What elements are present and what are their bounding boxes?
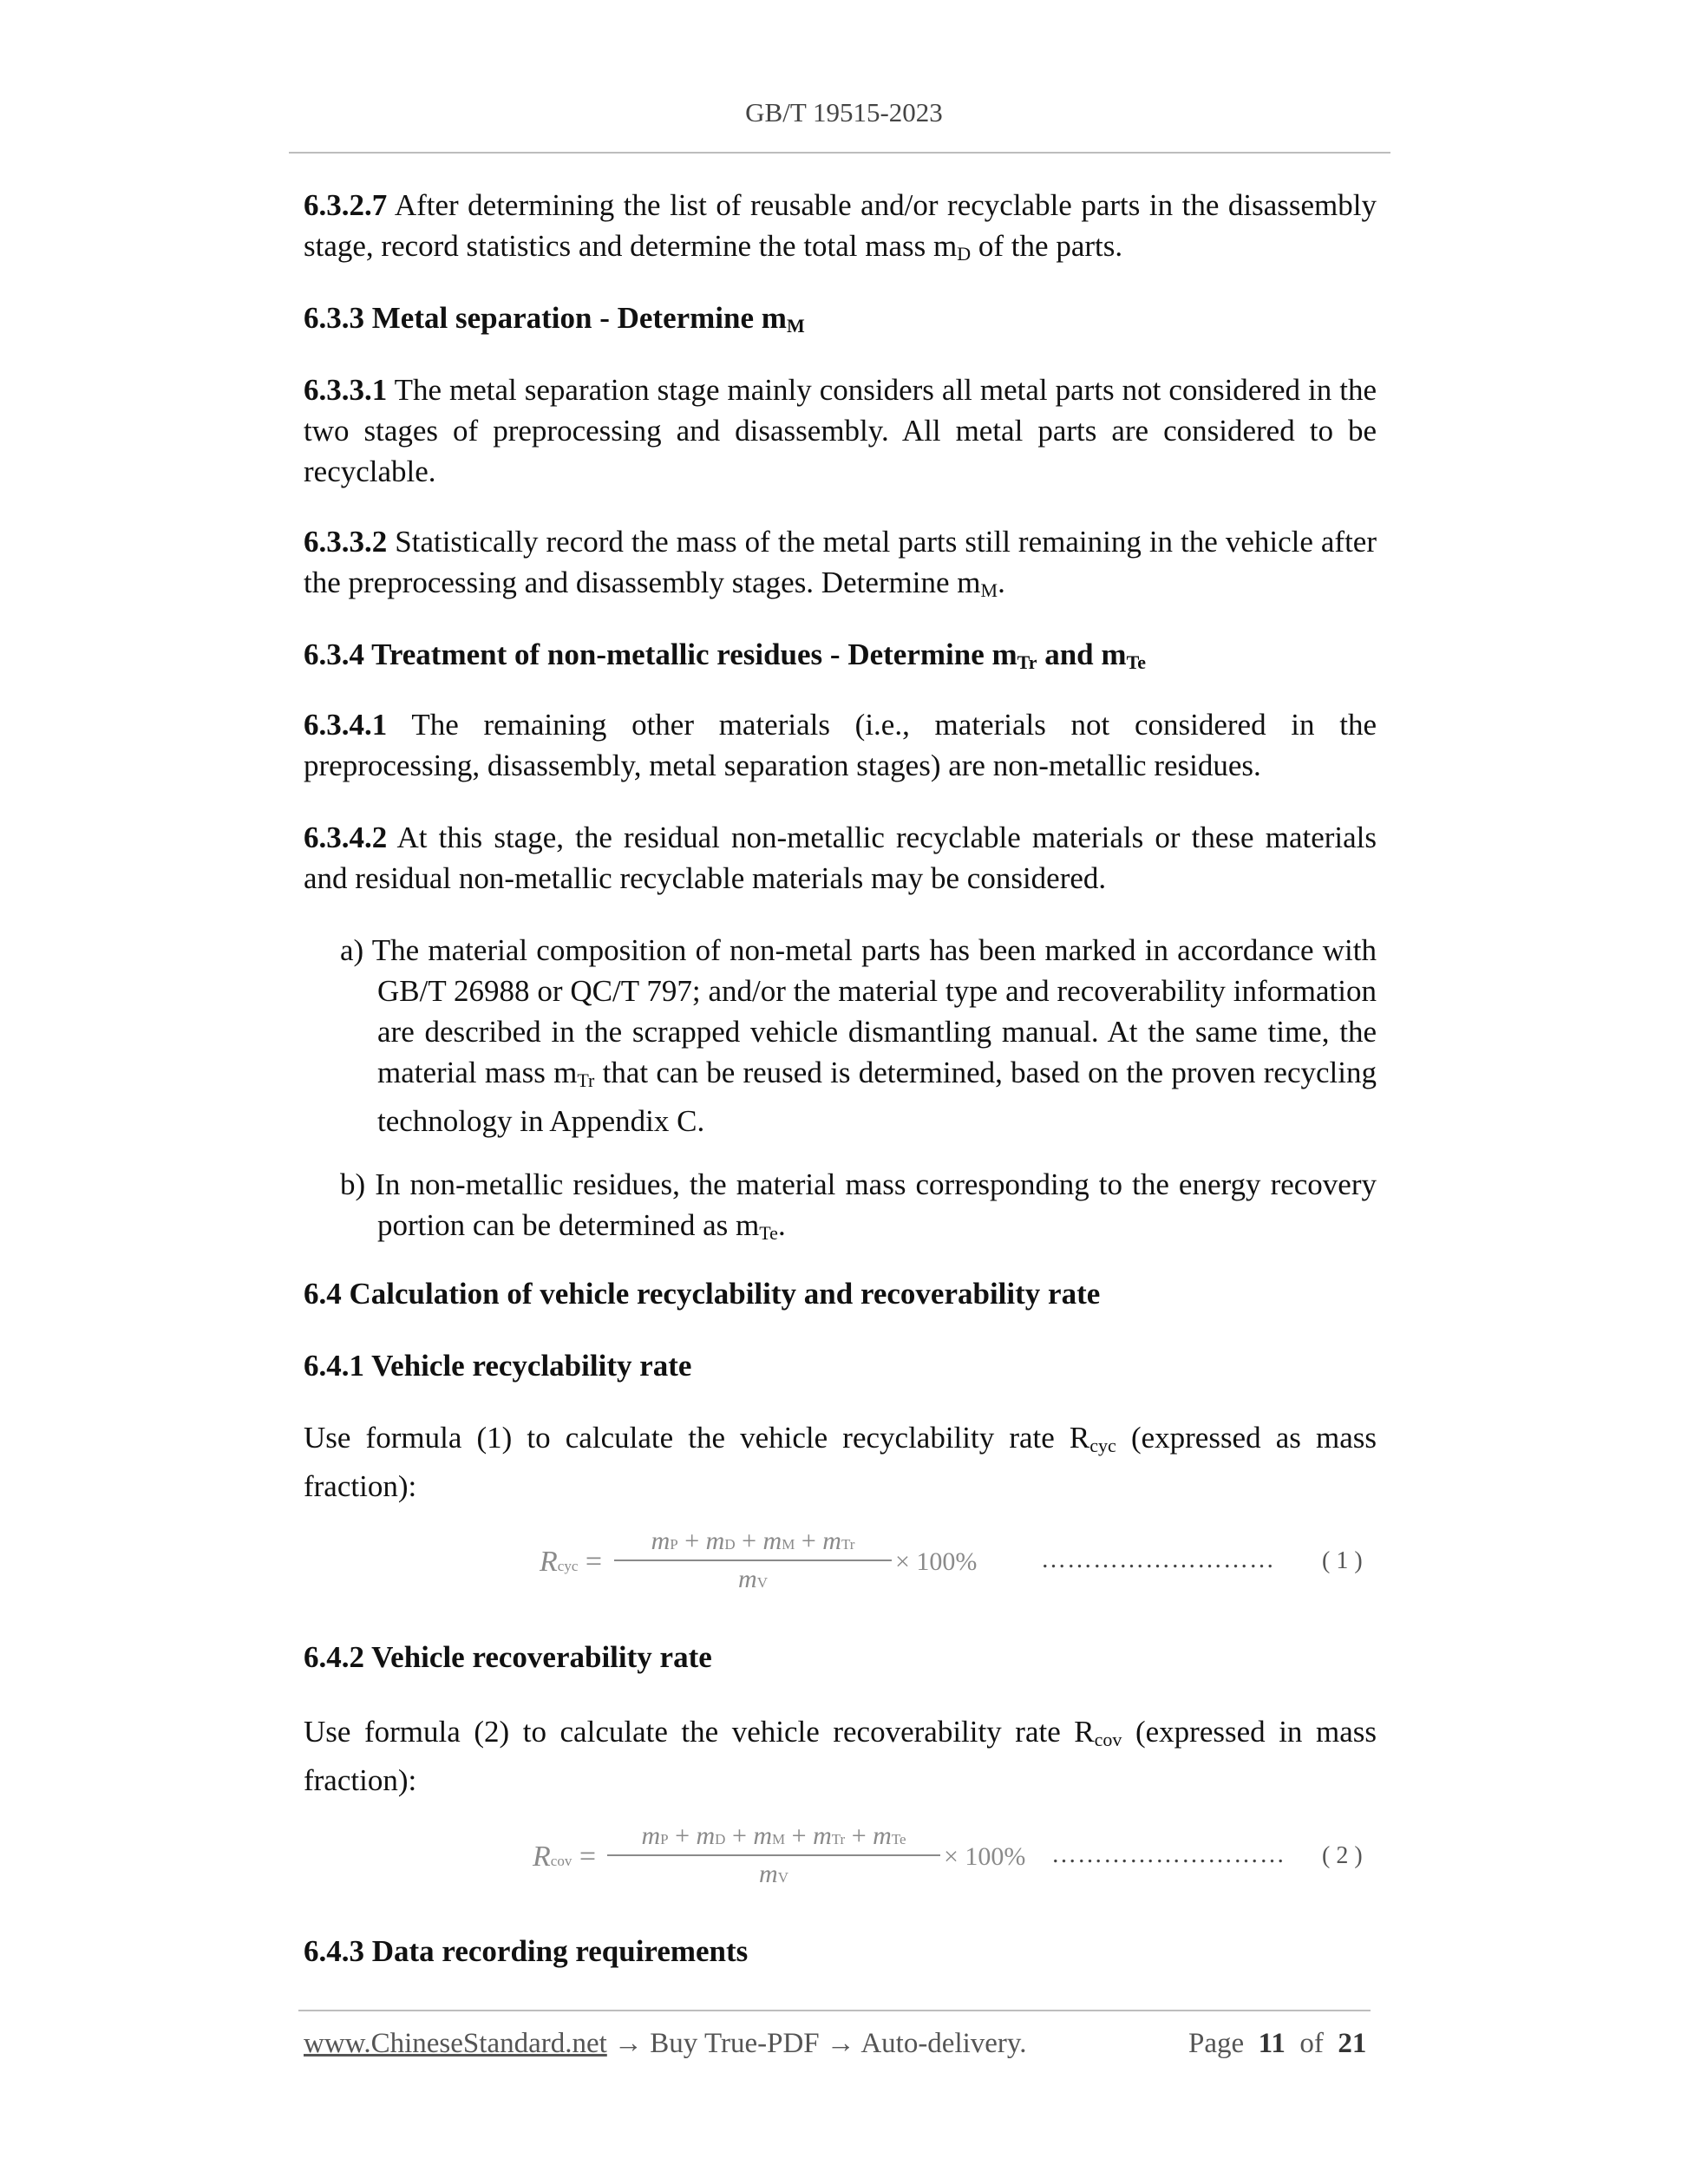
item-text: . (777, 1208, 786, 1242)
subscript: M (786, 315, 805, 337)
arrow-icon: → (826, 2028, 855, 2059)
clause-number: 6.3.3.2 (304, 525, 388, 559)
heading-6-3-3 (304, 298, 1377, 346)
clause-number: 6.3.3.1 (304, 373, 388, 407)
paragraph-text: Use formula (2) to calculate the vehicle recoverability rate R (304, 1715, 1095, 1749)
clause-6-3-3-2 (304, 521, 1377, 611)
paragraph-formula-2-intro (304, 1711, 1377, 1801)
denominator: mV (759, 1860, 788, 1888)
buy-text: Buy True-PDF (650, 2028, 820, 2059)
equation-number: ( 2 ) (1322, 1842, 1363, 1869)
formula-1 (0, 1527, 1688, 1613)
formula-fraction (614, 1527, 892, 1594)
leader-dots: ……………………… (1041, 1546, 1275, 1573)
heading-6-4-2: 6.4.2 Vehicle recoverability rate (304, 1640, 712, 1674)
formula-2 (0, 1821, 1688, 1908)
heading-6-4-1: 6.4.1 Vehicle recyclability rate (304, 1349, 692, 1383)
delivery-text: Auto-delivery. (860, 2028, 1027, 2059)
heading-text: and m (1037, 638, 1127, 671)
formula-lhs: Rcyc = (540, 1546, 603, 1578)
heading-text: 6.3.3 Metal separation - Determine m (304, 301, 787, 335)
list-item-b (340, 1164, 1377, 1253)
clause-number: 6.3.4.2 (304, 821, 388, 854)
equation-number: ( 1 ) (1322, 1547, 1363, 1574)
subscript: D (957, 243, 972, 265)
clause-number: 6.3.2.7 (304, 188, 388, 222)
heading-6-3-4 (304, 634, 1377, 683)
clause-number: 6.3.4.1 (304, 708, 388, 742)
subscript: Tr (1017, 651, 1037, 673)
fraction-bar (607, 1854, 940, 1856)
numerator: mP + mD + mM + mTr (651, 1527, 855, 1555)
subscript: Te (759, 1222, 778, 1244)
heading-6-4-3: 6.4.3 Data recording requirements (304, 1934, 749, 1968)
clause-6-3-2-7 (304, 185, 1377, 274)
leader-dots: ……………………… (1051, 1841, 1286, 1868)
formula-multiplier: × 100% (944, 1842, 1026, 1871)
running-header: GB/T 19515-2023 (745, 97, 943, 128)
formula-fraction (607, 1821, 940, 1889)
item-text: that can be reused is determined, based on the proven recycling technology in Appendix C. (377, 1056, 1377, 1138)
item-text: a) The material composition of non-metal parts has been marked in accordance with GB/T 26988 or QC/T 797; and/or the material type and recoverability information are described in the scrapped vehicle dismantling manual. At the same time, the material mass m (340, 933, 1377, 1089)
subscript: cyc (1089, 1435, 1116, 1456)
formula-lhs: Rcov = (533, 1841, 597, 1873)
paragraph-text: (expressed as mass fraction): (304, 1421, 1377, 1503)
footer-rule (298, 2010, 1371, 2011)
heading-text: 6.3.4 Treatment of non-metallic residues - Determine m (304, 638, 1017, 671)
numerator: mP + mD + mM + mTr + mTe (641, 1821, 906, 1850)
subscript: cov (1094, 1729, 1122, 1750)
clause-text: At this stage, the residual non-metallic recyclable materials or these materials and residual non-metallic recyclable materials may be considered. (304, 821, 1377, 895)
heading-6-4: 6.4 Calculation of vehicle recyclability and recoverability rate (304, 1277, 1101, 1311)
item-text: b) In non-metallic residues, the material mass corresponding to the energy recovery portion can be determined as m (340, 1167, 1377, 1242)
subscript: Tr (577, 1069, 595, 1091)
clause-text: . (998, 566, 1005, 599)
website-link[interactable]: www.ChineseStandard.net (304, 2028, 607, 2059)
paragraph-text: (expressed in mass fraction): (304, 1715, 1377, 1797)
fraction-bar (614, 1560, 892, 1561)
clause-6-3-4-2 (304, 817, 1377, 899)
clause-text: The metal separation stage mainly considers all metal parts not considered in the two stages of preprocessing and disassembly. All metal parts are considered to be recyclable. (304, 373, 1377, 488)
clause-text: The remaining other materials (i.e., materials not considered in the preprocessing, disassembly, metal separation stages) are non-metallic residues. (304, 708, 1377, 782)
header-rule (289, 152, 1390, 154)
clause-text: Statistically record the mass of the metal parts still remaining in the vehicle after the preprocessing and disassembly stages. Determine m (304, 525, 1377, 599)
formula-multiplier: × 100% (895, 1547, 978, 1576)
clause-6-3-3-1 (304, 369, 1377, 492)
page-total: 21 (1338, 2028, 1367, 2059)
list-item-a (340, 930, 1377, 1141)
paragraph-text: Use formula (1) to calculate the vehicle recyclability rate R (304, 1421, 1090, 1455)
subscript: M (980, 579, 998, 601)
page-indicator: Page 11 of 21 (1188, 2028, 1367, 2059)
denominator: mV (738, 1565, 768, 1593)
clause-text: After determining the list of reusable and/or recyclable parts in the disassembly stage, record statistics and determine the total mass m (304, 188, 1377, 263)
clause-6-3-4-1 (304, 704, 1377, 786)
subscript: Te (1126, 651, 1146, 673)
footer-promo (304, 2028, 1027, 2060)
page-number: 11 (1258, 2028, 1286, 2059)
paragraph-formula-1-intro (304, 1417, 1377, 1507)
clause-text: of the parts. (971, 229, 1123, 263)
arrow-icon: → (614, 2028, 644, 2059)
